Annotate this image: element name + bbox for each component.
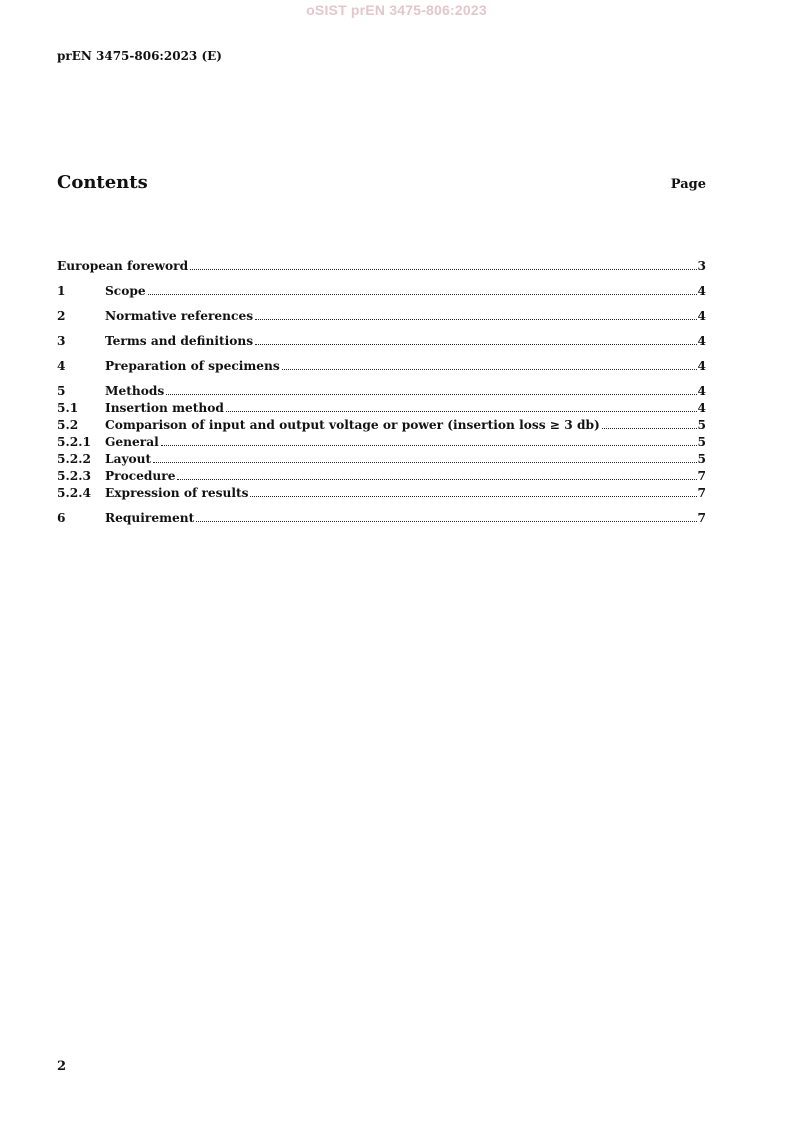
toc-entry-number: 4 xyxy=(57,359,66,373)
toc-entry-page: 7 xyxy=(697,511,706,525)
toc-entry-page: 4 xyxy=(697,359,706,373)
toc-entry-page: 7 xyxy=(697,469,706,483)
toc-entry-page: 4 xyxy=(697,284,706,298)
toc-dot-leader xyxy=(250,496,696,497)
toc-entry-number: 1 xyxy=(57,284,66,298)
toc-entry-number: 5.2.2 xyxy=(57,452,91,466)
toc-entry-number: 6 xyxy=(57,511,66,525)
toc-dot-leader xyxy=(190,269,696,270)
page-number: 2 xyxy=(57,1059,67,1074)
toc-dot-leader xyxy=(161,445,697,446)
toc-entry-number: 5.2 xyxy=(57,418,79,432)
toc-dot-leader xyxy=(196,521,696,522)
toc-entry-title: Expression of results xyxy=(105,486,249,500)
toc-entry-page: 4 xyxy=(697,384,706,398)
toc-entry-scope[interactable] xyxy=(57,283,706,300)
toc-dot-leader xyxy=(255,344,696,345)
toc-dot-leader xyxy=(226,411,697,412)
toc-entry-title: Layout xyxy=(105,452,152,466)
toc-dot-leader xyxy=(255,319,696,320)
toc-entry-page: 7 xyxy=(697,486,706,500)
toc-entry-title: Comparison of input and output voltage or power (insertion loss ≥ 3 db) xyxy=(105,418,600,432)
toc-entry-page: 3 xyxy=(697,259,706,273)
toc-entry-number: 3 xyxy=(57,334,66,348)
toc-entry-european-foreword[interactable] xyxy=(57,258,706,275)
toc-entry-terms-and-definitions[interactable] xyxy=(57,333,706,350)
toc-entry-insertion-method[interactable] xyxy=(57,400,706,417)
toc-entry-number: 5.2.3 xyxy=(57,469,91,483)
toc-entry-title: Terms and definitions xyxy=(105,334,254,348)
toc-entry-page: 4 xyxy=(697,401,706,415)
toc-dot-leader xyxy=(148,294,697,295)
toc-entry-number: 5.2.4 xyxy=(57,486,91,500)
toc-entry-page: 5 xyxy=(697,435,706,449)
toc-entry-page: 5 xyxy=(697,452,706,466)
toc-entry-title: Scope xyxy=(105,284,146,298)
toc-entry-expression-of-results[interactable] xyxy=(57,485,706,502)
watermark-text: oSIST prEN 3475-806:2023 xyxy=(306,2,487,18)
toc-entry-layout[interactable] xyxy=(57,451,706,468)
toc-entry-number: 5.1 xyxy=(57,401,79,415)
toc-entry-title: Insertion method xyxy=(105,401,224,415)
toc-entry-general[interactable] xyxy=(57,434,706,451)
toc-entry-number: 5.2.1 xyxy=(57,435,91,449)
toc-entry-page: 4 xyxy=(697,309,706,323)
toc-entry-title: European foreword xyxy=(57,259,189,273)
toc-entry-number: 5 xyxy=(57,384,66,398)
table-of-contents xyxy=(57,258,706,527)
toc-entry-page: 4 xyxy=(697,334,706,348)
toc-entry-number: 2 xyxy=(57,309,66,323)
toc-entry-page: 5 xyxy=(697,418,706,432)
toc-entry-methods[interactable] xyxy=(57,383,706,400)
toc-entry-title: Procedure xyxy=(105,469,176,483)
toc-entry-title: Methods xyxy=(105,384,165,398)
document-identifier: prEN 3475-806:2023 (E) xyxy=(57,49,222,63)
toc-entry-title: Normative references xyxy=(105,309,254,323)
toc-entry-preparation-of-specimens[interactable] xyxy=(57,358,706,375)
toc-entry-title: Preparation of specimens xyxy=(105,359,280,373)
toc-dot-leader xyxy=(602,428,697,429)
toc-entry-requirement[interactable] xyxy=(57,510,706,527)
toc-entry-title: Requirement xyxy=(105,511,195,525)
toc-dot-leader xyxy=(282,369,697,370)
toc-entry-procedure[interactable] xyxy=(57,468,706,485)
toc-entry-comparison-input-output[interactable] xyxy=(57,417,706,434)
toc-dot-leader xyxy=(166,394,696,395)
page-column-label: Page xyxy=(670,177,706,192)
contents-heading: Contents xyxy=(57,172,148,193)
toc-dot-leader xyxy=(153,462,696,463)
toc-entry-normative-references[interactable] xyxy=(57,308,706,325)
toc-dot-leader xyxy=(177,479,696,480)
toc-entry-title: General xyxy=(105,435,159,449)
